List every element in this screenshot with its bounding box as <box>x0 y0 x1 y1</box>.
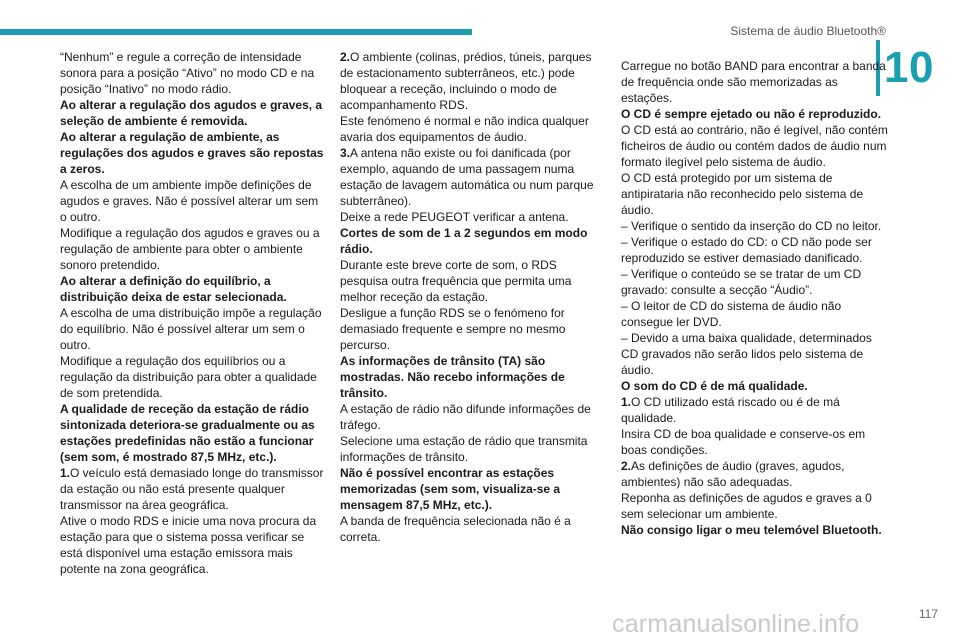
item-number: 2. <box>340 50 351 64</box>
paragraph <box>621 426 889 458</box>
paragraph-text: Durante este breve corte de som, o RDS pesquisa outra frequência que permita uma melhor receção da estação. <box>340 258 572 304</box>
numbered-paragraph <box>60 465 328 513</box>
paragraph-text: O CD é sempre ejetado ou não é reproduzido. <box>621 107 882 121</box>
paragraph <box>60 225 328 273</box>
paragraph-text: Este fenómeno é normal e não indica qualquer avaria dos equipamentos de áudio. <box>340 114 589 144</box>
paragraph <box>621 170 889 218</box>
paragraph-text: O CD utilizado está riscado ou é de má qualidade. <box>621 395 840 425</box>
text-column-3 <box>621 58 889 538</box>
item-number: 1. <box>621 395 632 409</box>
bold-heading <box>340 465 602 513</box>
paragraph-text: Selecione uma estação de rádio que transmita informações de trânsito. <box>340 434 588 464</box>
paragraph-text: A escolha de um ambiente impõe definições de agudos e graves. Não é possível alterar um sem o outro. <box>60 178 319 224</box>
paragraph-text: Ao alterar a regulação de ambiente, as regulações dos agudos e graves são repostas a zeros. <box>60 130 324 176</box>
paragraph-text: Ative o modo RDS e inicie uma nova procura da estação para que o sistema possa verificar se está disponível uma estação emissora mais potente na zona geográfica. <box>60 514 317 576</box>
paragraph-text: Ao alterar a definição do equilíbrio, a distribuição deixa de estar selecionada. <box>60 274 287 304</box>
paragraph-text: – Verifique o sentido da inserção do CD no leitor. <box>621 219 882 233</box>
paragraph-text: – Verifique o estado do CD: o CD não pode ser reproduzido se estiver demasiado danificado. <box>621 235 872 265</box>
paragraph-text: – Verifique o conteúdo se se tratar de um CD gravado: consulte a secção “Áudio”. <box>621 267 862 297</box>
paragraph-text: Modifique a regulação dos equilíbrios ou a regulação da distribuição para obter a qualidade de som pretendida. <box>60 354 317 400</box>
paragraph <box>60 49 328 97</box>
page-number: 117 <box>918 607 938 621</box>
chapter-number: 10 <box>884 43 934 92</box>
paragraph-text: As informações de trânsito (TA) são mostradas. Não recebo informações de trânsito. <box>340 354 565 400</box>
paragraph-text: Insira CD de boa qualidade e conserve-os em boas condições. <box>621 427 866 457</box>
paragraph-text: O CD está protegido por um sistema de antipirataria não reconhecido pelo sistema de áudio. <box>621 171 864 217</box>
paragraph-text: Deixe a rede PEUGEOT verificar a antena. <box>340 210 569 224</box>
paragraph <box>340 209 602 225</box>
paragraph-text: Carregue no botão BAND para encontrar a banda de frequência onde são memorizadas as estações. <box>621 59 886 105</box>
paragraph-text: O CD está ao contrário, não é legível, não contém ficheiros de áudio ou contém dados de áudio num formato ilegível pelo sistema de áudio. <box>621 123 888 169</box>
bold-heading <box>60 129 328 177</box>
text-column-2 <box>340 49 602 545</box>
paragraph <box>621 122 889 170</box>
paragraph-text: Cortes de som de 1 a 2 segundos em modo rádio. <box>340 226 588 256</box>
paragraph <box>340 401 602 433</box>
paragraph <box>621 490 889 522</box>
item-number: 2. <box>621 459 632 473</box>
paragraph <box>340 257 602 305</box>
paragraph-text: – Devido a uma baixa qualidade, determinados CD gravados não serão lidos pelo sistema de áudio. <box>621 331 872 377</box>
paragraph <box>621 298 889 330</box>
paragraph-text: As definições de áudio (graves, agudos, ambientes) não são adequadas. <box>621 459 845 489</box>
paragraph-text: O som do CD é de má qualidade. <box>621 379 808 393</box>
paragraph-text: Desligue a função RDS se o fenómeno for demasiado frequente e sempre no mesmo percurso. <box>340 306 566 352</box>
numbered-paragraph <box>340 145 602 209</box>
paragraph <box>60 177 328 225</box>
numbered-paragraph <box>340 49 602 113</box>
paragraph <box>60 513 328 577</box>
section-title: Sistema de áudio Bluetooth® <box>730 24 886 38</box>
paragraph <box>621 218 889 234</box>
paragraph-text: Ao alterar a regulação dos agudos e graves, a seleção de ambiente é removida. <box>60 98 323 128</box>
paragraph <box>60 353 328 401</box>
paragraph-text: Não é possível encontrar as estações memorizadas (sem som, visualiza-se a mensagem 87,5 MHz, etc.). <box>340 466 561 512</box>
paragraph-text: O veículo está demasiado longe do transmissor da estação ou não está presente qualquer transmissor na área geográfica. <box>60 466 324 512</box>
text-column-1 <box>60 49 328 577</box>
paragraph <box>340 513 602 545</box>
paragraph <box>621 234 889 266</box>
paragraph <box>621 330 889 378</box>
bold-heading <box>60 401 328 465</box>
bold-heading <box>60 97 328 129</box>
bold-heading <box>60 273 328 305</box>
paragraph-text: Não consigo ligar o meu telemóvel Bluetooth. <box>621 523 882 537</box>
paragraph-text: A qualidade de receção da estação de rádio sintonizada deteriora-se gradualmente ou as estações predefinidas não estão a funcionar (sem som, é mostrado 87,5 MHz, etc.). <box>60 402 315 464</box>
paragraph-text: O ambiente (colinas, prédios, túneis, parques de estacionamento subterrâneos, etc.) pode bloquear a receção, incluindo o modo de acompanhamento RDS. <box>340 50 592 112</box>
paragraph-text: Reponha as definições de agudos e graves a 0 sem selecionar um ambiente. <box>621 491 872 521</box>
numbered-paragraph <box>621 458 889 490</box>
watermark: carmanualsonline.info <box>612 610 860 638</box>
item-number: 1. <box>60 466 71 480</box>
paragraph <box>340 433 602 465</box>
paragraph-text: A banda de frequência selecionada não é a correta. <box>340 514 571 544</box>
bold-heading <box>340 225 602 257</box>
paragraph-text: A antena não existe ou foi danificada (por exemplo, aquando de uma passagem numa estação de lavagem automática ou num parque subterrâneo). <box>340 146 594 208</box>
paragraph <box>621 266 889 298</box>
bold-heading <box>621 522 889 538</box>
paragraph-text: Modifique a regulação dos agudos e graves ou a regulação de ambiente para obter o ambiente sonoro pretendido. <box>60 226 320 272</box>
bold-heading <box>340 353 602 401</box>
paragraph-text: “Nenhum” e regule a correção de intensidade sonora para a posição “Ativo” no modo CD e na posição “Inativo” no modo rádio. <box>60 50 315 96</box>
bold-heading <box>621 106 889 122</box>
paragraph <box>340 305 602 353</box>
paragraph <box>340 113 602 145</box>
paragraph-text: A estação de rádio não difunde informações de tráfego. <box>340 402 591 432</box>
paragraph-text: A escolha de uma distribuição impõe a regulação do equilíbrio. Não é possível alterar um sem o outro. <box>60 306 322 352</box>
item-number: 3. <box>340 146 351 160</box>
paragraph-text: – O leitor de CD do sistema de áudio não consegue ler DVD. <box>621 299 842 329</box>
paragraph <box>60 305 328 353</box>
numbered-paragraph <box>621 394 889 426</box>
bold-heading <box>621 378 889 394</box>
header-accent-bar <box>0 29 472 35</box>
paragraph <box>621 58 889 106</box>
